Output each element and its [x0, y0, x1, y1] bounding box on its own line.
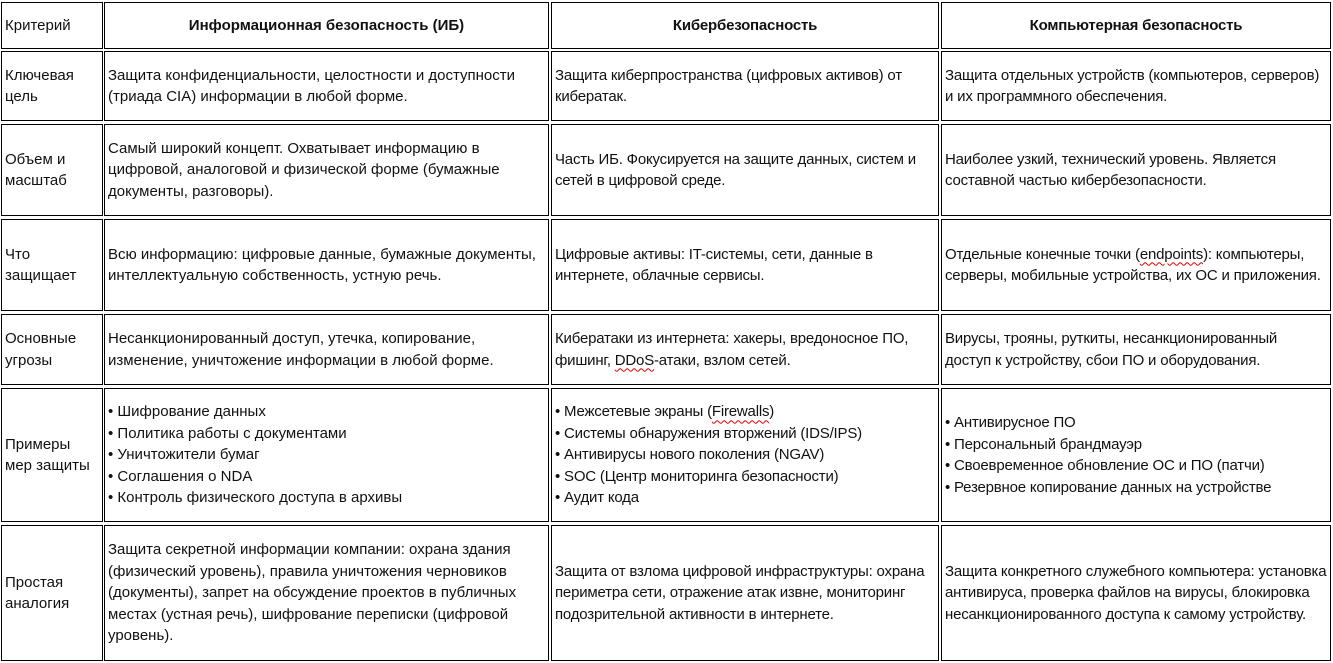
- header-cyber: [551, 2, 939, 49]
- list-item: • Своевременное обновление ОС и ПО (патчи): [945, 455, 1271, 477]
- cyber-cell: [551, 219, 939, 311]
- criterion-text: Объем и масштаб: [5, 150, 67, 189]
- text-part: Отдельные конечные точки (: [945, 245, 1140, 263]
- ib-cell: [104, 525, 549, 661]
- criterion-cell: [1, 219, 103, 311]
- spellcheck-underlined-word: Firewalls: [711, 403, 770, 421]
- ib-cell: [104, 314, 549, 385]
- text-part: Кибератаки из интернета: хакеры, вредоносное ПО, фишинг,: [555, 330, 909, 369]
- list-item: • Контроль физического доступа в архивы: [108, 487, 402, 509]
- computer-cell: [941, 525, 1331, 661]
- criterion-cell: [1, 388, 103, 522]
- cyber-cell: [551, 388, 939, 522]
- computer-cell: [941, 314, 1331, 385]
- text-part: ): компьютеры, серверы, мобильные устройства, их ОС и приложения.: [945, 245, 1321, 284]
- computer-cell: [941, 219, 1331, 311]
- criterion-text: Основные угрозы: [5, 330, 77, 369]
- cyber-text: Защита от взлома цифровой инфраструктуры: охрана периметра сети, отражение атак извне, мониторинг подозрительной активности в интернете.: [555, 562, 925, 623]
- cyber-measures-list: [555, 401, 862, 509]
- computer-cell: [941, 51, 1331, 121]
- criterion-cell: [1, 314, 103, 385]
- computer-text: Защита отдельных устройств (компьютеров, серверов) и их программного обеспечения.: [945, 66, 1320, 105]
- list-item: • Уничтожители бумаг: [108, 444, 402, 466]
- list-item: • Резервное копирование данных на устройстве: [945, 477, 1271, 499]
- header-ib: [104, 2, 549, 49]
- list-item: • Соглашения о NDA: [108, 466, 402, 488]
- cyber-cell: [551, 525, 939, 661]
- cyber-text: Защита киберпространства (цифровых активов) от кибератак.: [555, 66, 902, 105]
- computer-cell: [941, 388, 1331, 522]
- list-item: • Аудит кода: [555, 487, 862, 509]
- ib-cell: [104, 51, 549, 121]
- spellcheck-underlined-word: DDoS: [614, 351, 655, 369]
- text-part: ): [769, 403, 775, 421]
- computer-text: Наиболее узкий, технический уровень. Является составной частью кибербезопасности.: [945, 150, 1276, 189]
- spellcheck-underlined-word: endpoints: [1139, 245, 1204, 263]
- header-cyber-text: Кибербезопасность: [672, 16, 818, 34]
- cyber-cell: [551, 314, 939, 385]
- ib-text: Защита секретной информации компании: охрана здания (физический уровень), правила уничтожения черновиков (документы), запрет на обсуждение проектов в публичных местах (устная речь), шифрование переписки (цифровой уровень).: [108, 541, 517, 645]
- cyber-text: Цифровые активы: IT-системы, сети, данные в интернете, облачные сервисы.: [555, 245, 873, 284]
- header-computer-text: Компьютерная безопасность: [1029, 16, 1243, 34]
- list-item: • Антивирусное ПО: [945, 412, 1271, 434]
- list-item: • Шифрование данных: [108, 401, 402, 423]
- list-item: • Персональный брандмауэр: [945, 434, 1271, 456]
- list-item: [555, 401, 862, 423]
- ib-text: Самый широкий концепт. Охватывает информацию в цифровой, аналоговой и физической форме (бумажные документы, разговоры).: [108, 139, 500, 200]
- criterion-text: Что защищает: [5, 245, 77, 284]
- header-computer: [941, 2, 1331, 49]
- cyber-text: [555, 328, 935, 371]
- ib-cell: [104, 388, 549, 522]
- cyber-text: Часть ИБ. Фокусируется на защите данных, систем и сетей в цифровой среде.: [555, 150, 916, 189]
- cyber-cell: [551, 124, 939, 216]
- criterion-cell: [1, 124, 103, 216]
- header-criterion: [1, 2, 103, 49]
- ib-text: Всю информацию: цифровые данные, бумажные документы, интеллектуальную собственность, устную речь.: [108, 245, 536, 284]
- cyber-cell: [551, 51, 939, 121]
- text-part: Межсетевые экраны (: [564, 403, 712, 421]
- criterion-cell: [1, 525, 103, 661]
- header-ib-text: Информационная безопасность (ИБ): [188, 16, 465, 34]
- list-item: • Антивирусы нового поколения (NGAV): [555, 444, 862, 466]
- criterion-text: Ключевая цель: [5, 66, 74, 105]
- computer-text: Защита конкретного служебного компьютера: установка антивируса, проверка файлов на вирусы, блокировка несанкционированного доступа к самому устройству.: [945, 562, 1327, 623]
- list-item: • SOC (Центр мониторинга безопасности): [555, 466, 862, 488]
- computer-text: [945, 244, 1327, 287]
- computer-cell: [941, 124, 1331, 216]
- ib-cell: [104, 219, 549, 311]
- list-item: • Политика работы с документами: [108, 423, 402, 445]
- computer-text: Вирусы, трояны, руткиты, несанкционированный доступ к устройству, сбои ПО и оборудования.: [945, 330, 1278, 369]
- ib-text: Защита конфиденциальности, целостности и доступности (триада CIA) информации в любой форме.: [108, 66, 515, 105]
- ib-cell: [104, 124, 549, 216]
- ib-measures-list: [108, 401, 402, 509]
- header-criterion-text: Критерий: [5, 16, 71, 34]
- criterion-cell: [1, 51, 103, 121]
- criterion-text: Примеры мер защиты: [5, 435, 90, 474]
- ib-text: Несанкционированный доступ, утечка, копирование, изменение, уничтожение информации в любой форме.: [108, 330, 494, 369]
- criterion-text: Простая аналогия: [5, 573, 70, 612]
- list-item: • Системы обнаружения вторжений (IDS/IPS): [555, 423, 862, 445]
- computer-measures-list: [945, 412, 1271, 498]
- text-part: -атаки, взлом сетей.: [654, 351, 791, 369]
